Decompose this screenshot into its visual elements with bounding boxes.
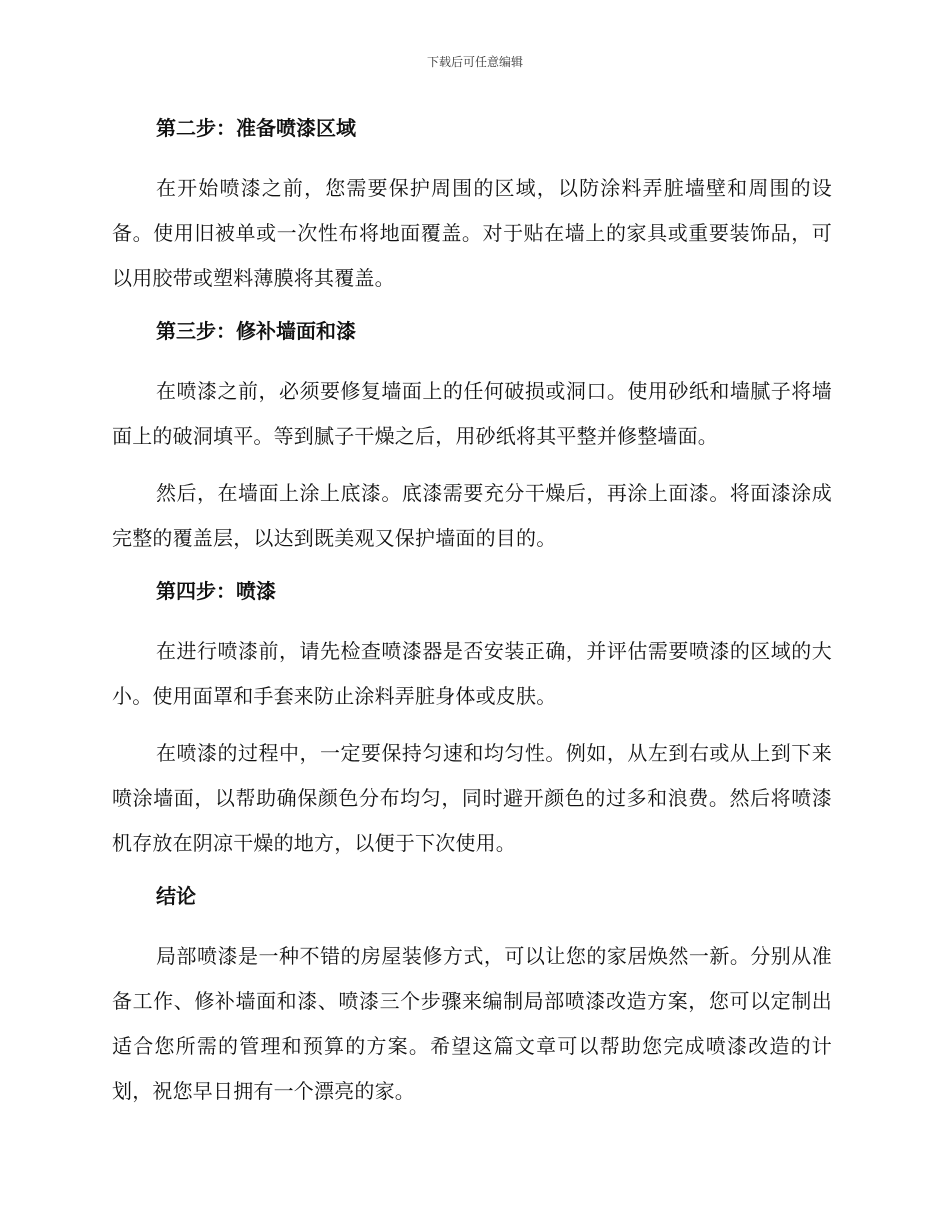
paragraph: 局部喷漆是一种不错的房屋装修方式，可以让您的家居焕然一新。分别从准备工作、修补墙面和漆、喷漆三个步骤来编制局部喷漆改造方案，您可以定制出适合您所需的管理和预算的方案。希望这篇文章可以帮助您完成喷漆改造的计划，祝您早日拥有一个漂亮的家。 (112, 944, 832, 1103)
page-header-note: 下载后可任意编辑 (426, 55, 523, 69)
paragraph: 在喷漆的过程中，一定要保持匀速和均匀性。例如，从左到右或从上到下来喷涂墙面，以帮助确保颜色分布均匀，同时避开颜色的过多和浪费。然后将喷漆机存放在阴凉干燥的地方，以便于下次使用。 (112, 741, 832, 855)
section-heading-step4: 第四步：喷漆 (156, 579, 276, 603)
paragraph: 在开始喷漆之前，您需要保护周围的区域，以防涂料弄脏墙壁和周围的设备。使用旧被单或一次性布将地面覆盖。对于贴在墙上的家具或重要装饰品，可以用胶带或塑料薄膜将其覆盖。 (112, 176, 832, 290)
paragraph: 在进行喷漆前，请先检查喷漆器是否安装正确，并评估需要喷漆的区域的大小。使用面罩和手套来防止涂料弄脏身体或皮肤。 (112, 639, 832, 708)
section-heading-step3: 第三步：修补墙面和漆 (156, 319, 356, 343)
paragraph: 然后，在墙面上涂上底漆。底漆需要充分干燥后，再涂上面漆。将面漆涂成完整的覆盖层，以达到既美观又保护墙面的目的。 (112, 481, 832, 550)
section-heading-conclusion: 结论 (156, 884, 196, 908)
section-heading-step2: 第二步：准备喷漆区域 (156, 116, 356, 140)
paragraph: 在喷漆之前，必须要修复墙面上的任何破损或洞口。使用砂纸和墙腻子将墙面上的破洞填平。等到腻子干燥之后，用砂纸将其平整并修整墙面。 (112, 379, 832, 448)
document-body (112, 110, 832, 1126)
